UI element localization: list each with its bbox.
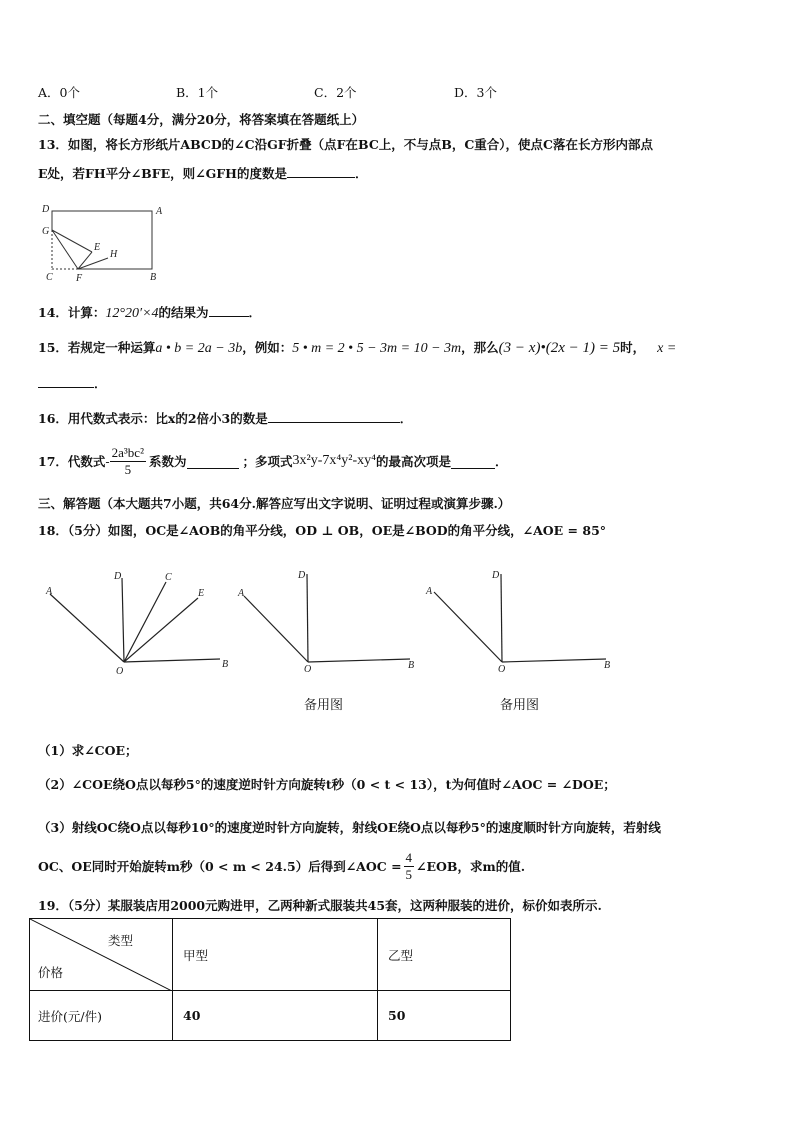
table-row — [30, 991, 511, 1041]
q18-part3-frac-denominator: 5 — [405, 866, 413, 882]
option-a: A．0个 — [38, 85, 80, 100]
q13-line2 — [38, 164, 368, 182]
option-c: C．2个 — [314, 85, 357, 100]
q14-prefix: 14．计算： — [38, 305, 106, 320]
edge-ge — [52, 230, 92, 252]
q15-mid2: ，那么 — [461, 340, 499, 355]
spare2-ray-ob — [502, 659, 606, 662]
header-col-yi: 乙型 — [378, 919, 511, 991]
q17-mid: 系数为 — [148, 454, 187, 469]
q15-mid3: 时， — [620, 340, 646, 355]
q18-part3-line2 — [38, 846, 525, 886]
spare2-label-d: D — [492, 570, 500, 581]
option-b: B．1个 — [176, 85, 219, 100]
spare2-ray-od — [501, 574, 502, 662]
ray-oc — [124, 582, 166, 662]
q15-answer-blank[interactable] — [38, 375, 94, 388]
q17-answer-blank-1[interactable] — [187, 454, 239, 469]
spare1-ray-oa — [244, 596, 308, 662]
q17 — [38, 441, 508, 481]
q18-spare-figure-2 — [424, 566, 618, 678]
cell-cost-yi: 50 — [378, 991, 511, 1041]
spare1-ray-ob — [308, 659, 410, 662]
option-d: D．3个 — [454, 85, 497, 100]
price-table — [29, 918, 511, 1041]
section2-heading: 二、填空题（每题4分，满分20分，将答案填在答题纸上） — [38, 112, 365, 127]
corner-label-price: 价格 — [38, 965, 64, 980]
q15-line2 — [38, 374, 107, 392]
table-corner-cell — [30, 919, 173, 991]
spare2-label-b: B — [604, 660, 611, 671]
crease-gf — [52, 230, 78, 269]
spare1-label-a: A — [238, 588, 245, 599]
q18-part3-text-b: ∠EOB，求m的值. — [416, 859, 526, 874]
q16 — [38, 409, 412, 427]
label-a: A — [46, 586, 53, 597]
q17-fraction — [110, 445, 146, 478]
q15-example: 5 • m = 2 • 5 − 3m = 10 − 3m — [292, 341, 462, 356]
q14 — [38, 303, 261, 322]
spare2-label-a: A — [426, 586, 433, 597]
row-label-cost: 进价(元/件) — [30, 991, 173, 1041]
label-h: H — [110, 249, 118, 260]
q18-part1: （1）求∠COE； — [38, 743, 138, 758]
q18-spare-figure-1 — [232, 566, 422, 678]
q17-suffix: 的最高次项是 — [376, 454, 452, 469]
label-a: A — [156, 206, 163, 217]
q18-part3-frac-numerator: 4 — [405, 849, 413, 865]
label-e: E — [198, 588, 205, 599]
label-c: C — [46, 272, 53, 283]
spare2-label-o: O — [498, 664, 506, 675]
corner-label-type: 类型 — [108, 933, 134, 948]
q13-answer-blank[interactable] — [287, 165, 355, 178]
label-b: B — [150, 272, 157, 283]
spare-figure-caption-1: 备用图 — [304, 698, 344, 713]
q13-line2-end: ． — [355, 166, 368, 181]
ray-oa — [50, 594, 124, 662]
ray-oe — [124, 598, 198, 662]
q14-expression: 12°20′×4 — [105, 306, 159, 321]
q14-answer-blank[interactable] — [209, 304, 249, 317]
q15-equation: (3 − x)•(2x − 1) = 5 — [498, 340, 621, 356]
q15-line1 — [38, 338, 676, 357]
label-c: C — [165, 572, 172, 583]
q14-suffix: 的结果为 — [158, 305, 209, 320]
label-g: G — [42, 226, 50, 237]
q18-main-figure — [40, 566, 240, 678]
label-b: B — [222, 659, 229, 670]
ray-ob — [124, 659, 220, 662]
q15-definition: a • b = 2a − 3b — [155, 341, 243, 356]
spare1-label-b: B — [408, 660, 415, 671]
section3-heading: 三、解答题（本大题共7小题，共64分.解答应写出文字说明、证明过程或演算步骤.） — [38, 496, 511, 511]
q14-end: ． — [248, 305, 262, 320]
q15-prefix: 15．若规定一种运算 — [38, 340, 156, 355]
q18-part3-fraction — [404, 850, 415, 883]
q18-part3-line1: （3）射线OC绕O点以每秒10°的速度逆时针方向旋转，射线OE绕O点以每秒5°的速度顺时针方向旋转，若射线 — [38, 820, 661, 835]
q17-polynomial: 3x²y-7x⁴y²-xy⁴ — [292, 453, 376, 468]
q15-mid: ，例如： — [242, 340, 293, 355]
label-f: F — [76, 273, 83, 284]
ray-od — [122, 578, 124, 662]
label-e: E — [94, 242, 101, 253]
q18-intro: 18．（5分）如图，OC是∠AOB的角平分线，OD ⊥ OB，OE是∠BOD的角平分线，∠AOE = 85° — [38, 523, 607, 538]
q19-intro: 19．（5分）某服装店用2000元购进甲，乙两种新式服装共45套，这两种服装的进价，标价如表所示. — [38, 898, 602, 913]
q17-answer-blank-2[interactable] — [451, 454, 495, 469]
q17-frac-denominator: 5 — [124, 461, 132, 477]
q18-part2: （2）∠COE绕O点以每秒5°的速度逆时针方向旋转t秒（0 < t < 13），t为何值时∠AOC = ∠DOE； — [38, 777, 616, 792]
cell-cost-jia: 40 — [173, 991, 378, 1041]
q16-text: 16．用代数式表示：比x的2倍小3的数是 — [38, 411, 268, 426]
q17-end: ． — [495, 454, 508, 469]
q18-part3-text-a: OC、OE同时开始旋转m秒（0 < m < 24.5）后得到∠AOC = — [38, 859, 402, 874]
label-d: D — [114, 571, 122, 582]
spare-figure-caption-2: 备用图 — [500, 698, 540, 713]
table-header-row — [30, 919, 511, 991]
spare1-ray-od — [307, 574, 308, 662]
label-d: D — [42, 204, 50, 215]
q15-variable: x = — [657, 341, 677, 356]
label-o: O — [116, 666, 124, 677]
q17-frac-numerator: 2a³bc² — [111, 444, 144, 460]
q13-figure — [38, 198, 168, 284]
q17-minus: - — [105, 453, 110, 469]
header-col-jia: 甲型 — [173, 919, 378, 991]
q16-end: ． — [399, 411, 413, 426]
q13-line2-text: E处，若FH平分∠BFE，则∠GFH的度数是 — [38, 166, 287, 181]
q16-answer-blank[interactable] — [268, 410, 400, 423]
q15-end: ． — [94, 376, 107, 391]
spare1-label-d: D — [298, 570, 306, 581]
q13-line1: 13．如图，将长方形纸片ABCD的∠C沿GF折叠（点F在BC上，不与点B，C重合），使点C落在长方形内部点 — [38, 137, 653, 152]
spare1-label-o: O — [304, 664, 312, 675]
q17-prefix: 17．代数式 — [38, 454, 106, 469]
spare2-ray-oa — [434, 592, 502, 662]
q17-mid2: ；多项式 — [242, 454, 293, 469]
